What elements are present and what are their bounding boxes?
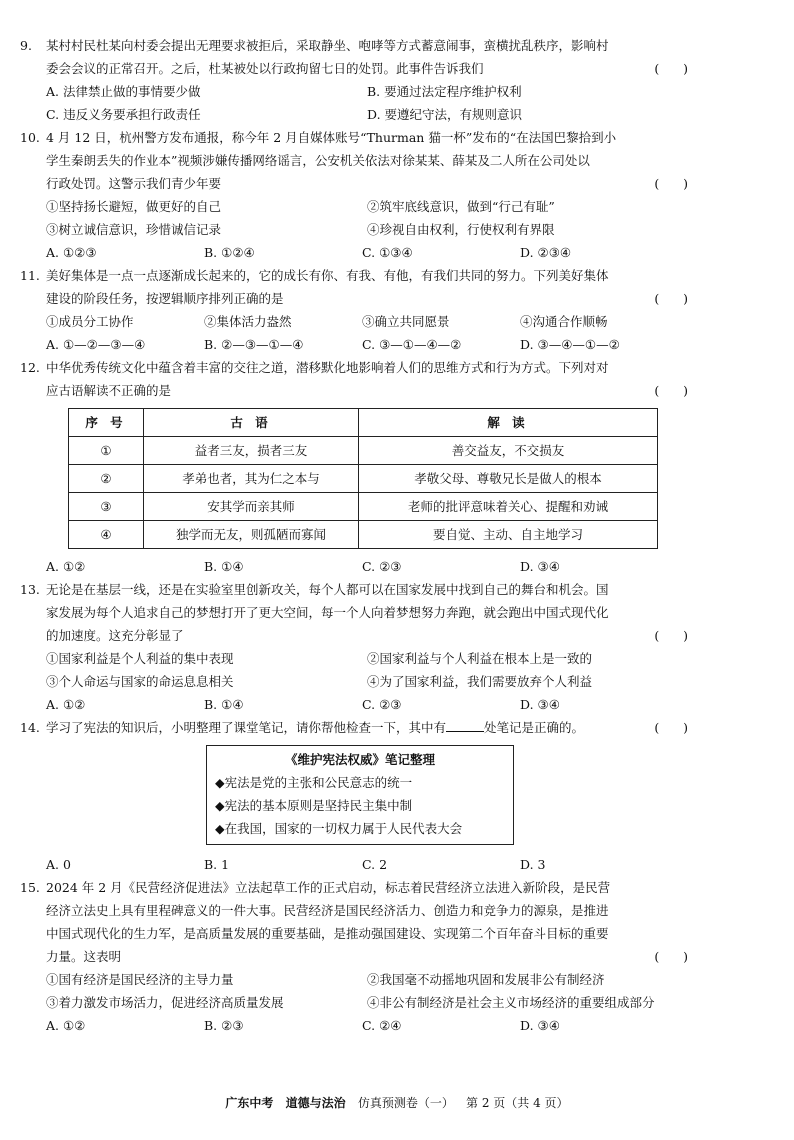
question-11 — [20, 264, 688, 356]
notes-title: 《维护宪法权威》笔记整理 — [284, 752, 435, 767]
stem-text: 4 月 12 日，杭州警方发布通报，称今年 2 月自媒体账号“Thurman 猫一杯”发布的“在法国巴黎拾到小 — [46, 130, 617, 145]
options-row — [20, 333, 688, 356]
answer-paren: ( ) — [654, 61, 688, 76]
options-row — [20, 80, 688, 103]
stem-text: 中华优秀传统文化中蕴含着丰富的交往之道，潜移默化地影响着人们的思维方式和行为方式。下列对对 — [46, 360, 609, 375]
option-a: A. ①②③ — [46, 245, 97, 260]
question-14-stem — [20, 716, 688, 739]
option-b: B. 1 — [204, 857, 230, 872]
footer-paper: 仿真预测卷（一） — [357, 1096, 454, 1110]
answer-paren: ( ) — [654, 949, 688, 964]
question-11-stem — [20, 264, 688, 287]
option-d: D. 3 — [520, 857, 546, 872]
note-item: ◆在我国，国家的一切权力属于人民代表大会 — [215, 821, 463, 836]
table-cell: 要自觉、主动、自主地学习 — [359, 521, 658, 549]
option-c: C. ①③④ — [362, 245, 413, 260]
note-item: ◆宪法的基本原则是坚持民主集中制 — [215, 798, 413, 813]
item-2: ②我国毫不动摇地巩固和发展非公有制经济 — [367, 972, 605, 987]
question-9 — [20, 34, 688, 126]
table-cell: ① — [69, 437, 144, 465]
stem-text-3: 中国式现代化的生力军，是高质量发展的重要基础，是推动强国建设、实现第二个百年奋斗目标的重要 — [46, 926, 609, 941]
item-3: ③确立共同愿景 — [362, 314, 450, 329]
column-header: 序 号 — [69, 409, 144, 437]
question-12 — [20, 356, 688, 578]
column-header: 古 语 — [144, 409, 359, 437]
table-row — [69, 521, 658, 549]
items-row — [20, 991, 688, 1014]
table-cell: ③ — [69, 493, 144, 521]
items-row — [20, 195, 688, 218]
table-cell: ④ — [69, 521, 144, 549]
stem-text: 2024 年 2 月《民营经济促进法》立法起草工作的正式启动，标志着民营经济立法进入新阶段，是民营 — [46, 880, 611, 895]
option-d: D. 要遵纪守法，有规则意识 — [367, 107, 523, 122]
options-row — [20, 555, 688, 578]
fill-blank — [446, 717, 484, 732]
question-12-stem — [20, 356, 688, 379]
note-item: ◆宪法是党的主张和公民意志的统一 — [215, 775, 413, 790]
stem-text-2: 学生秦朗丢失的作业本”视频涉嫌传播网络谣言，公安机关依法对徐某某、薛某及二人所在公司处以 — [46, 153, 590, 168]
table-cell: 益者三友，损者三友 — [144, 437, 359, 465]
item-4: ④珍视自由权利，行使权利有界限 — [367, 222, 555, 237]
option-c: C. ②③ — [362, 559, 402, 574]
stem-text: 学习了宪法的知识后，小明整理了课堂笔记，请你帮他检查一下，其中有 — [46, 720, 447, 735]
items-row — [20, 968, 688, 991]
table-cell: 老师的批评意味着关心、提醒和劝诫 — [359, 493, 658, 521]
question-14 — [20, 716, 688, 876]
option-d: D. ③—④—①—② — [520, 337, 620, 352]
option-a: A. ①② — [46, 697, 86, 712]
item-1: ①成员分工协作 — [46, 314, 134, 329]
footer-page: 第 2 页（共 4 页） — [466, 1096, 569, 1110]
question-13-stem — [20, 578, 688, 601]
stem-text-2: 家发展为每个人追求自己的梦想打开了更大空间，每一个人向着梦想努力奔跑，就会跑出中国式现代化 — [46, 605, 609, 620]
stem-text: 应古语解读不正确的是 — [46, 383, 172, 398]
option-a: A. 0 — [46, 857, 71, 872]
question-9-stem-2 — [20, 57, 688, 80]
item-3: ③树立诚信意识，珍惜诚信记录 — [46, 222, 222, 237]
items-row — [20, 218, 688, 241]
items-row — [20, 670, 688, 693]
items-row — [20, 310, 688, 333]
option-b: B. ①④ — [204, 697, 244, 712]
option-a: A. ①② — [46, 1018, 86, 1033]
table-row — [69, 493, 658, 521]
proverb-table — [68, 408, 658, 549]
answer-paren: ( ) — [654, 383, 688, 398]
notes-box — [206, 745, 514, 845]
item-2: ②集体活力盎然 — [204, 314, 292, 329]
table-cell: ② — [69, 465, 144, 493]
stem-text: 处笔记是正确的。 — [484, 720, 585, 735]
option-b: B. ②—③—①—④ — [204, 337, 304, 352]
stem-text-2: 经济立法史上具有里程碑意义的一件大事。民营经济是国民经济活力、创造力和竞争力的源泉，是推进 — [46, 903, 609, 918]
options-row — [20, 693, 688, 716]
options-row — [20, 1014, 688, 1037]
stem-text: 的加速度。这充分彰显了 — [46, 628, 184, 643]
question-number: 14. — [20, 720, 40, 735]
stem-text: 某村村民杜某向村委会提出无理要求被拒后，采取静坐、咆哮等方式蓄意闹事，蛮横扰乱秩序，影响村 — [46, 38, 609, 53]
question-12-stem-2 — [20, 379, 688, 402]
question-13-stem-3 — [20, 624, 688, 647]
table-cell: 独学而无友，则孤陋而寡闻 — [144, 521, 359, 549]
items-row — [20, 647, 688, 670]
question-number: 11. — [20, 268, 40, 283]
option-d: D. ③④ — [520, 1018, 560, 1033]
item-1: ①国家利益是个人利益的集中表现 — [46, 651, 234, 666]
stem-text: 力量。这表明 — [46, 949, 122, 964]
table-cell: 善交益友，不交损友 — [359, 437, 658, 465]
table-header-row — [69, 409, 658, 437]
table-row — [69, 465, 658, 493]
answer-paren: ( ) — [654, 291, 688, 306]
question-10-stem-3 — [20, 172, 688, 195]
table-cell: 孝敬父母、尊敬兄长是做人的根本 — [359, 465, 658, 493]
stem-text: 委会会议的正常召开。之后，杜某被处以行政拘留七日的处罚。此事件告诉我们 — [46, 61, 484, 76]
option-d: D. ③④ — [520, 559, 560, 574]
table-cell: 安其学而亲其师 — [144, 493, 359, 521]
stem-text: 建设的阶段任务，按逻辑顺序排列正确的是 — [46, 291, 284, 306]
question-number: 13. — [20, 582, 40, 597]
stem-text: 美好集体是一点一点逐渐成长起来的，它的成长有你、有我、有他，有我们共同的努力。下列美好集体 — [46, 268, 609, 283]
footer-exam: 广东中考 — [225, 1096, 274, 1110]
option-c: C. 违反义务要承担行政责任 — [46, 107, 201, 122]
item-4: ④沟通合作顺畅 — [520, 314, 608, 329]
option-b: B. ①②④ — [204, 245, 255, 260]
option-d: D. ③④ — [520, 697, 560, 712]
option-a: A. 法律禁止做的事情要少做 — [46, 84, 201, 99]
item-2: ②国家利益与个人利益在根本上是一致的 — [367, 651, 593, 666]
question-13 — [20, 578, 688, 716]
option-b: B. ②③ — [204, 1018, 244, 1033]
question-15 — [20, 876, 688, 1037]
page-footer — [0, 1092, 794, 1115]
option-c: C. ②③ — [362, 697, 402, 712]
column-header: 解 读 — [359, 409, 658, 437]
option-c: C. 2 — [362, 857, 388, 872]
answer-paren: ( ) — [654, 720, 688, 735]
option-d: D. ②③④ — [520, 245, 572, 260]
question-10-stem — [20, 126, 688, 149]
question-15-stem-4 — [20, 945, 688, 968]
options-row — [20, 241, 688, 264]
table-row — [69, 437, 658, 465]
question-11-stem-2 — [20, 287, 688, 310]
item-2: ②筑牢底线意识，做到“行己有耻” — [367, 199, 555, 214]
stem-text: 无论是在基层一线，还是在实验室里创新攻关，每个人都可以在国家发展中找到自己的舞台和机会。国 — [46, 582, 609, 597]
option-a: A. ①② — [46, 559, 86, 574]
item-1: ①国有经济是国民经济的主导力量 — [46, 972, 234, 987]
question-number: 12. — [20, 360, 40, 375]
options-row — [20, 853, 688, 876]
option-a: A. ①—②—③—④ — [46, 337, 146, 352]
question-number: 15. — [20, 880, 40, 895]
question-10 — [20, 126, 688, 264]
item-4: ④为了国家利益，我们需要放弃个人利益 — [367, 674, 593, 689]
answer-paren: ( ) — [654, 628, 688, 643]
table-cell: 孝弟也者，其为仁之本与 — [144, 465, 359, 493]
answer-paren: ( ) — [654, 176, 688, 191]
option-b: B. 要通过法定程序维护权利 — [367, 84, 522, 99]
question-number: 9. — [20, 38, 32, 53]
question-9-stem — [20, 34, 688, 57]
options-row — [20, 103, 688, 126]
footer-subject: 道德与法治 — [285, 1096, 346, 1110]
question-15-stem — [20, 876, 688, 899]
stem-text: 行政处罚。这警示我们青少年要 — [46, 176, 222, 191]
item-4: ④非公有制经济是社会主义市场经济的重要组成部分 — [367, 995, 655, 1010]
option-b: B. ①④ — [204, 559, 244, 574]
option-c: C. ③—①—④—② — [362, 337, 462, 352]
question-number: 10. — [20, 130, 40, 145]
item-3: ③着力激发市场活力，促进经济高质量发展 — [46, 995, 284, 1010]
item-1: ①坚持扬长避短，做更好的自己 — [46, 199, 222, 214]
exam-page — [20, 34, 688, 1037]
item-3: ③个人命运与国家的命运息息相关 — [46, 674, 234, 689]
option-c: C. ②④ — [362, 1018, 402, 1033]
